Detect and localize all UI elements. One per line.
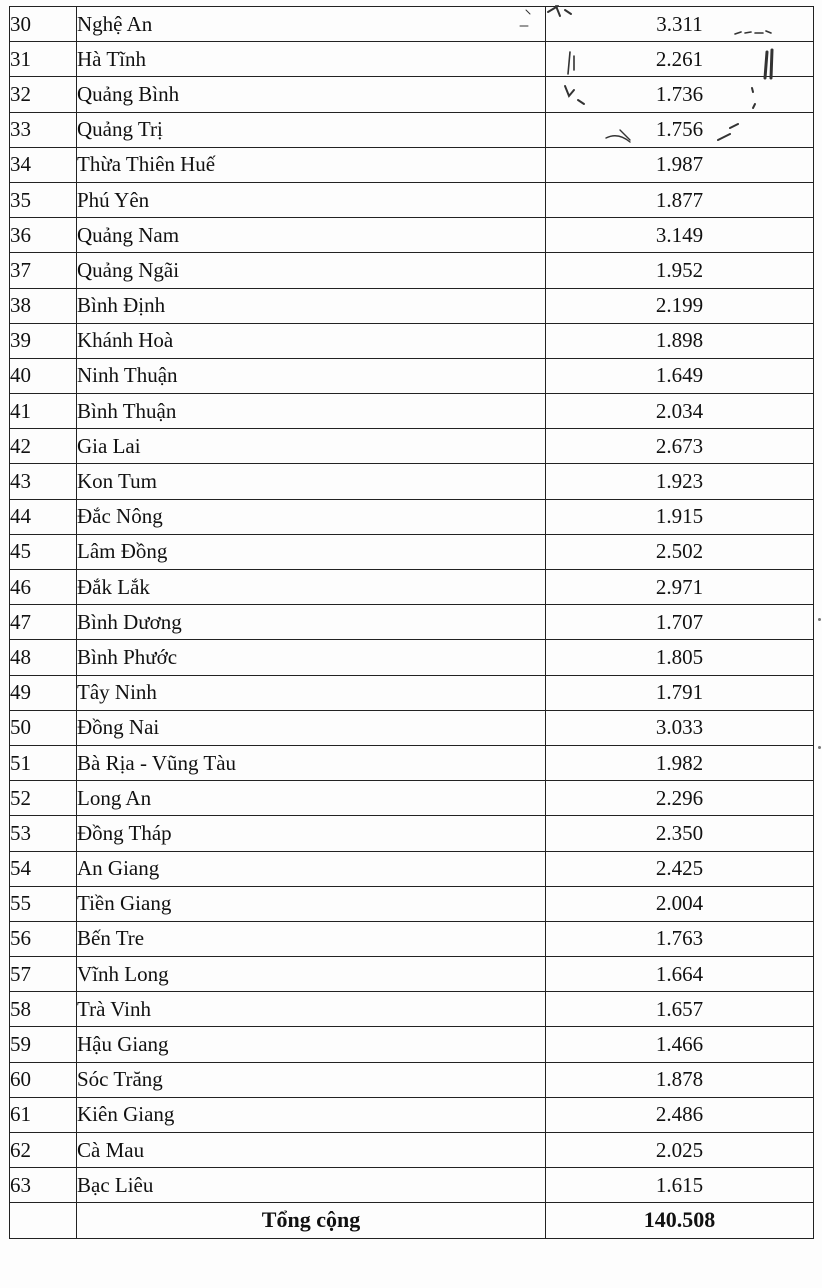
- value-cell: 1.791: [546, 675, 814, 710]
- value-cell: 2.199: [546, 288, 814, 323]
- table-row: [10, 42, 814, 77]
- row-number-cell: 54: [10, 851, 77, 886]
- row-number-cell: 51: [10, 745, 77, 780]
- province-cell: Đồng Nai: [77, 710, 546, 745]
- province-cell: Thừa Thiên Huế: [77, 147, 546, 182]
- province-cell: Quảng Nam: [77, 218, 546, 253]
- province-cell: Hậu Giang: [77, 1027, 546, 1062]
- row-number-cell: 35: [10, 182, 77, 217]
- row-number-cell: 50: [10, 710, 77, 745]
- province-cell: Khánh Hoà: [77, 323, 546, 358]
- province-cell: Quảng Ngãi: [77, 253, 546, 288]
- row-number-cell: 63: [10, 1168, 77, 1203]
- value-cell: 2.502: [546, 534, 814, 569]
- row-number-cell: 41: [10, 394, 77, 429]
- province-cell: Sóc Trăng: [77, 1062, 546, 1097]
- table-body: [10, 7, 814, 1239]
- table-row: [10, 640, 814, 675]
- table-row: [10, 7, 814, 42]
- table-row: [10, 1097, 814, 1132]
- table-row: [10, 147, 814, 182]
- province-cell: Ninh Thuận: [77, 358, 546, 393]
- value-cell: 1.657: [546, 992, 814, 1027]
- value-cell: 1.664: [546, 957, 814, 992]
- province-cell: Vĩnh Long: [77, 957, 546, 992]
- row-number-cell: 48: [10, 640, 77, 675]
- province-cell: Kon Tum: [77, 464, 546, 499]
- province-cell: Nghệ An: [77, 7, 546, 42]
- province-cell: Cà Mau: [77, 1133, 546, 1168]
- row-number-cell: 31: [10, 42, 77, 77]
- row-number-cell: 33: [10, 112, 77, 147]
- province-cell: Bình Định: [77, 288, 546, 323]
- allocation-table: [9, 6, 814, 1239]
- province-cell: Đắk Lắk: [77, 570, 546, 605]
- province-cell: Tây Ninh: [77, 675, 546, 710]
- row-number-cell: 49: [10, 675, 77, 710]
- table-row: [10, 429, 814, 464]
- table-row: [10, 851, 814, 886]
- table-row: [10, 992, 814, 1027]
- row-number-cell: 37: [10, 253, 77, 288]
- province-cell: Đắc Nông: [77, 499, 546, 534]
- value-cell: 1.987: [546, 147, 814, 182]
- table-row: [10, 358, 814, 393]
- table-row: [10, 781, 814, 816]
- row-number-cell: 32: [10, 77, 77, 112]
- table-row: [10, 534, 814, 569]
- row-number-cell: 60: [10, 1062, 77, 1097]
- table-row: [10, 464, 814, 499]
- row-number-cell: 53: [10, 816, 77, 851]
- table-row: [10, 921, 814, 956]
- row-number-cell: 42: [10, 429, 77, 464]
- value-cell: 1.898: [546, 323, 814, 358]
- value-cell: 1.756: [546, 112, 814, 147]
- value-cell: 2.486: [546, 1097, 814, 1132]
- value-cell: 2.425: [546, 851, 814, 886]
- table-row: [10, 394, 814, 429]
- total-row: [10, 1203, 814, 1238]
- province-cell: Quảng Bình: [77, 77, 546, 112]
- value-cell: 2.350: [546, 816, 814, 851]
- row-number-cell: 39: [10, 323, 77, 358]
- province-cell: Kiên Giang: [77, 1097, 546, 1132]
- value-cell: 1.466: [546, 1027, 814, 1062]
- table-row: [10, 816, 814, 851]
- value-cell: 2.034: [546, 394, 814, 429]
- table-row: [10, 745, 814, 780]
- table-row: [10, 112, 814, 147]
- value-cell: 2.004: [546, 886, 814, 921]
- row-number-cell: 62: [10, 1133, 77, 1168]
- province-cell: Bà Rịa - Vũng Tàu: [77, 745, 546, 780]
- row-number-cell: 45: [10, 534, 77, 569]
- value-cell: 1.915: [546, 499, 814, 534]
- value-cell: 1.952: [546, 253, 814, 288]
- value-cell: 2.261: [546, 42, 814, 77]
- province-cell: Trà Vinh: [77, 992, 546, 1027]
- value-cell: 1.763: [546, 921, 814, 956]
- province-cell: Tiền Giang: [77, 886, 546, 921]
- value-cell: 1.805: [546, 640, 814, 675]
- row-number-cell: 40: [10, 358, 77, 393]
- row-number-cell: 36: [10, 218, 77, 253]
- total-label-cell: Tổng cộng: [77, 1203, 546, 1238]
- value-cell: 1.982: [546, 745, 814, 780]
- row-number-cell: 43: [10, 464, 77, 499]
- value-cell: 3.033: [546, 710, 814, 745]
- table-row: [10, 288, 814, 323]
- table-row: [10, 605, 814, 640]
- value-cell: 3.311: [546, 7, 814, 42]
- table-row: [10, 570, 814, 605]
- province-cell: An Giang: [77, 851, 546, 886]
- row-number-cell: 57: [10, 957, 77, 992]
- row-number-cell: 56: [10, 921, 77, 956]
- value-cell: 1.878: [546, 1062, 814, 1097]
- table-row: [10, 1027, 814, 1062]
- row-number-cell: 59: [10, 1027, 77, 1062]
- province-cell: Bến Tre: [77, 921, 546, 956]
- value-cell: 1.707: [546, 605, 814, 640]
- value-cell: 2.296: [546, 781, 814, 816]
- row-number-cell: 52: [10, 781, 77, 816]
- table-row: [10, 1062, 814, 1097]
- value-cell: 1.615: [546, 1168, 814, 1203]
- row-number-cell: 30: [10, 7, 77, 42]
- row-number-cell: 58: [10, 992, 77, 1027]
- province-cell: Lâm Đồng: [77, 534, 546, 569]
- table-row: [10, 957, 814, 992]
- table-row: [10, 77, 814, 112]
- value-cell: 2.025: [546, 1133, 814, 1168]
- province-cell: Long An: [77, 781, 546, 816]
- province-cell: Bạc Liêu: [77, 1168, 546, 1203]
- table-row: [10, 675, 814, 710]
- table-row: [10, 182, 814, 217]
- table-row: [10, 499, 814, 534]
- value-cell: 1.736: [546, 77, 814, 112]
- row-number-cell: 34: [10, 147, 77, 182]
- row-number-cell: 61: [10, 1097, 77, 1132]
- province-cell: Bình Dương: [77, 605, 546, 640]
- province-cell: Bình Phước: [77, 640, 546, 675]
- total-number-cell: [10, 1203, 77, 1238]
- value-cell: 2.971: [546, 570, 814, 605]
- row-number-cell: 44: [10, 499, 77, 534]
- table-row: [10, 218, 814, 253]
- table-row: [10, 253, 814, 288]
- row-number-cell: 47: [10, 605, 77, 640]
- value-cell: 1.923: [546, 464, 814, 499]
- table-row: [10, 1133, 814, 1168]
- scan-speck: [818, 618, 821, 621]
- value-cell: 3.149: [546, 218, 814, 253]
- province-cell: Hà Tĩnh: [77, 42, 546, 77]
- province-cell: Bình Thuận: [77, 394, 546, 429]
- total-value-cell: 140.508: [546, 1203, 814, 1238]
- value-cell: 1.649: [546, 358, 814, 393]
- province-cell: Đồng Tháp: [77, 816, 546, 851]
- table-row: [10, 323, 814, 358]
- scan-speck: [818, 746, 821, 749]
- province-cell: Phú Yên: [77, 182, 546, 217]
- province-cell: Gia Lai: [77, 429, 546, 464]
- value-cell: 2.673: [546, 429, 814, 464]
- row-number-cell: 46: [10, 570, 77, 605]
- table-row: [10, 1168, 814, 1203]
- table-row: [10, 710, 814, 745]
- value-cell: 1.877: [546, 182, 814, 217]
- row-number-cell: 38: [10, 288, 77, 323]
- row-number-cell: 55: [10, 886, 77, 921]
- table-row: [10, 886, 814, 921]
- province-cell: Quảng Trị: [77, 112, 546, 147]
